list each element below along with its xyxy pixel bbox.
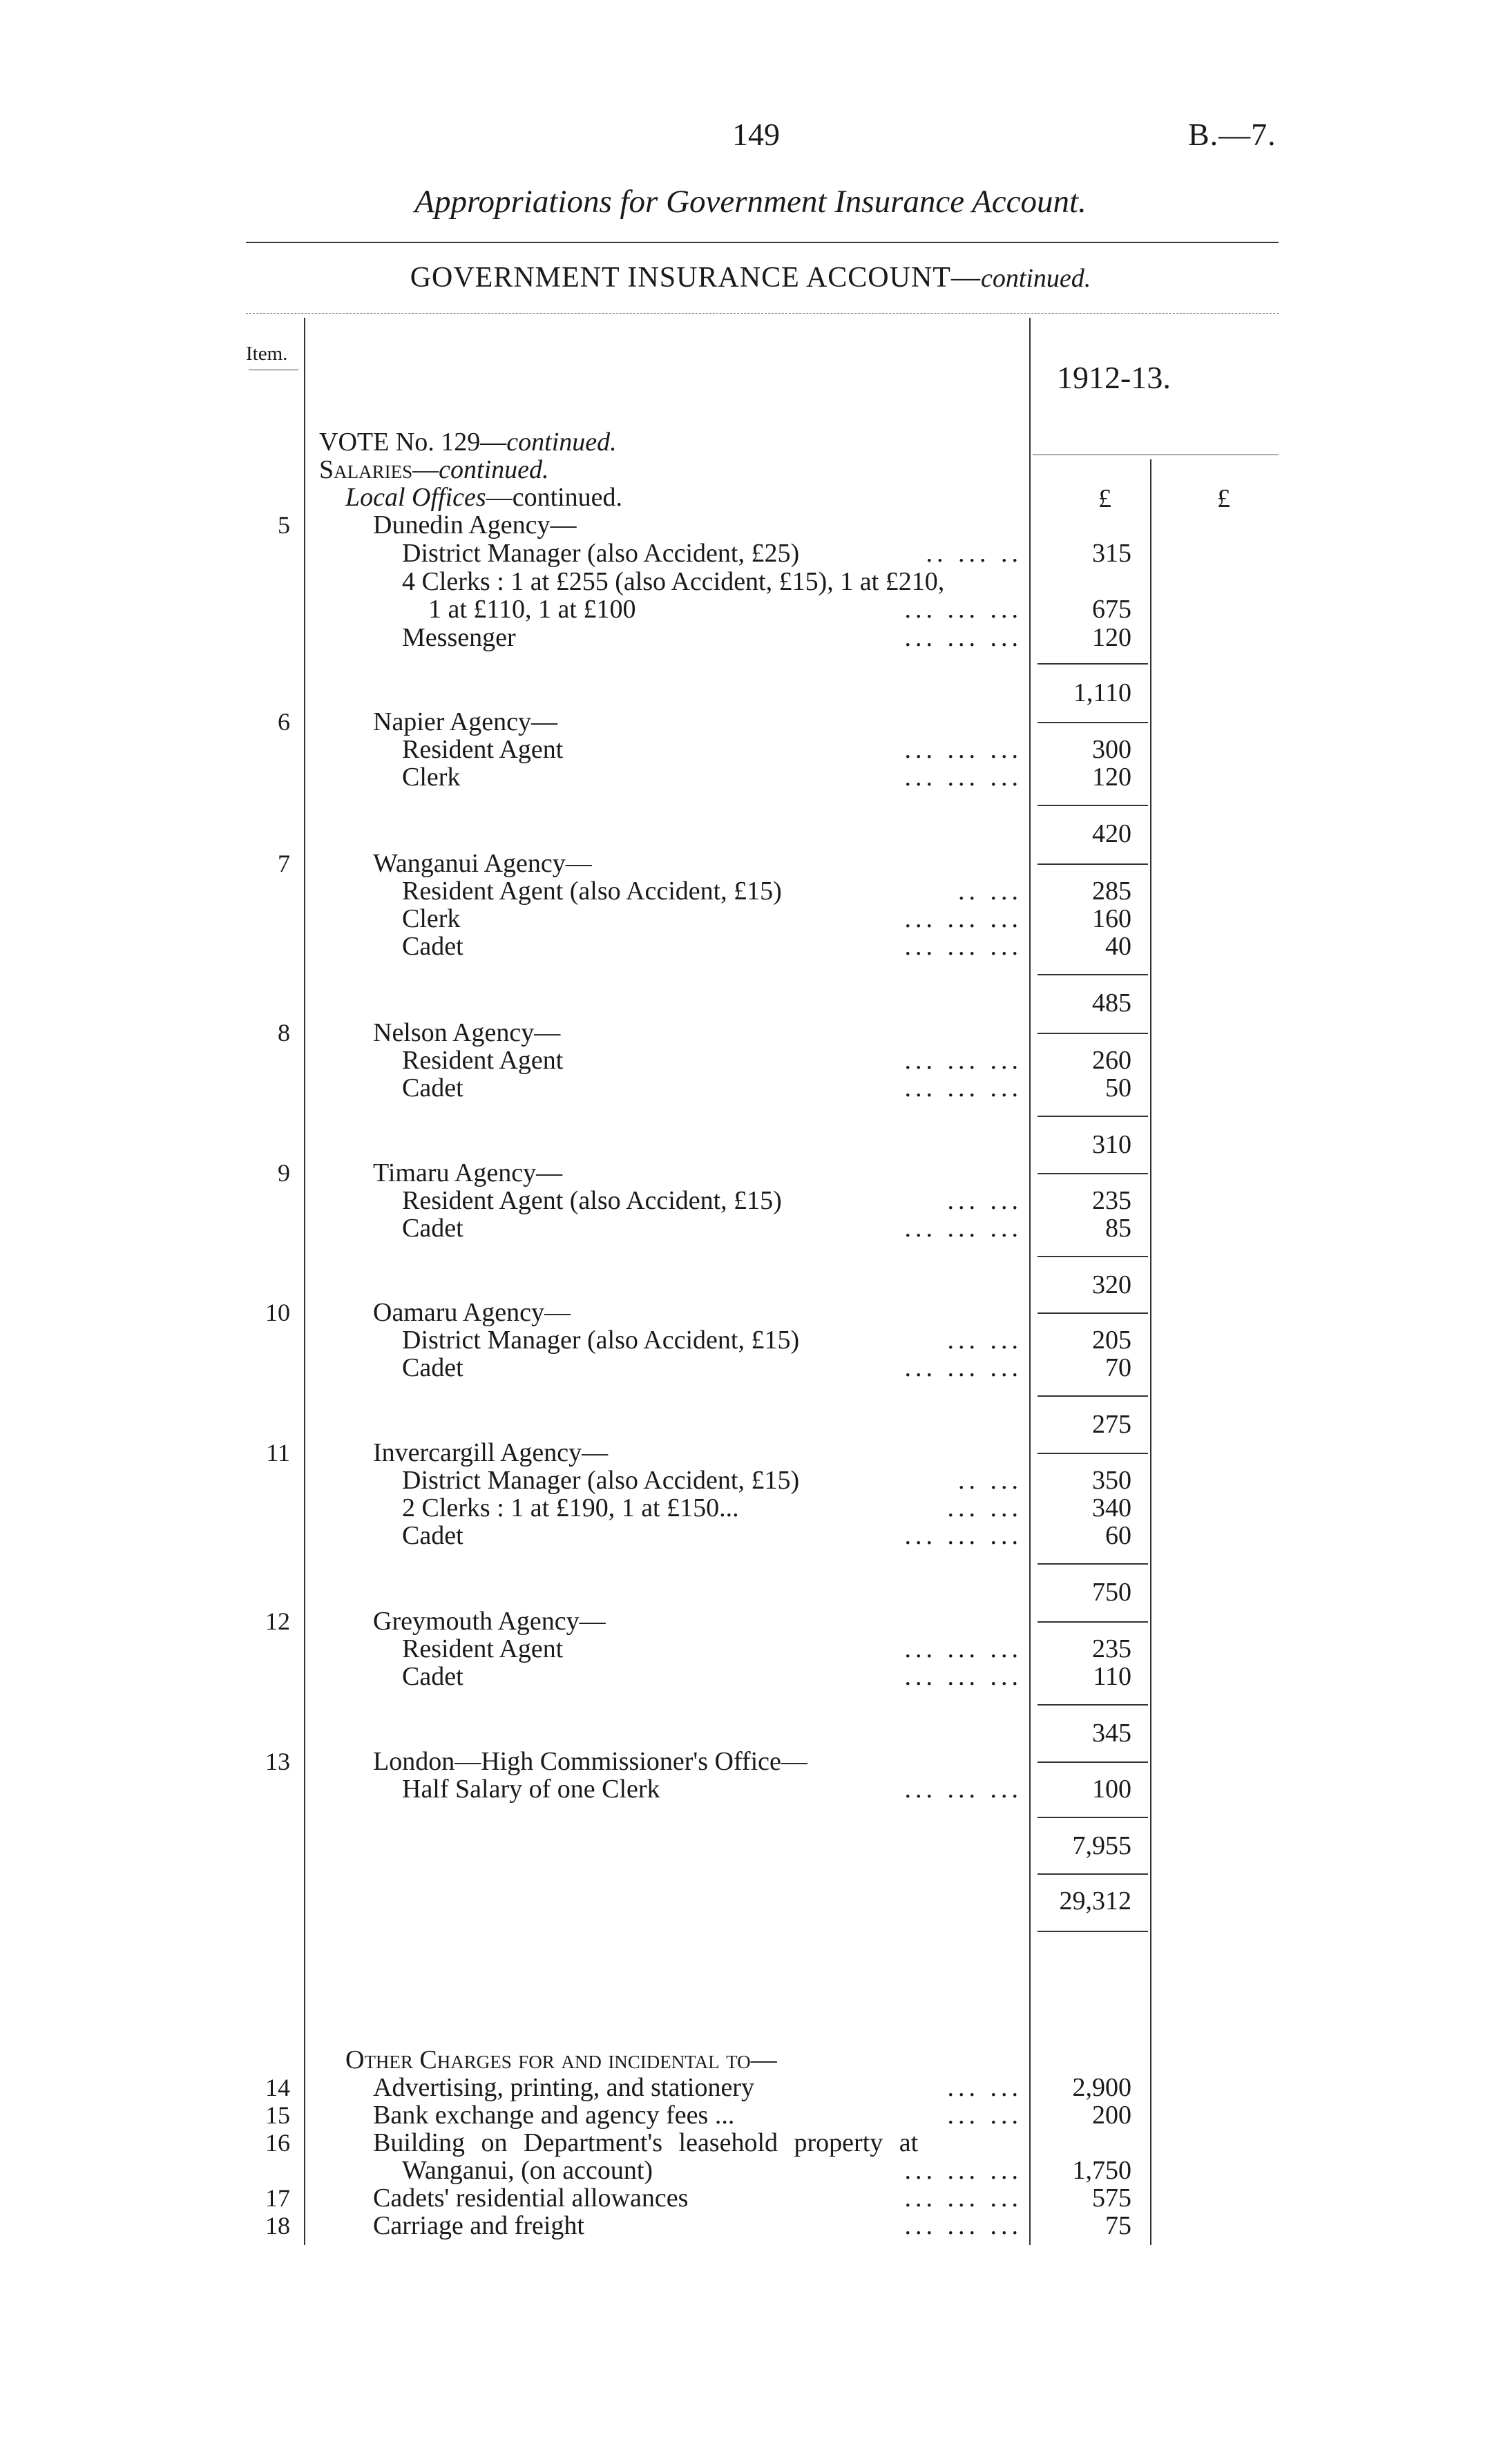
leader-dots: ... ... ...	[904, 1353, 1022, 1382]
leader-dots: ... ... ...	[904, 932, 1022, 961]
line-description: District Manager (also Accident, £25)	[402, 539, 800, 568]
salaries-heading: Salaries—continued.	[319, 455, 549, 484]
subtotal: 1,110	[1073, 678, 1131, 707]
item-number: 9	[278, 1159, 290, 1187]
amount: 85	[1105, 1214, 1131, 1243]
agency-name: Nelson Agency—	[373, 1018, 561, 1047]
item-number: 6	[278, 708, 290, 736]
item-number: 7	[278, 850, 290, 877]
leader-dots: ... ... ...	[904, 1073, 1022, 1102]
subtotal-rule	[1038, 1256, 1148, 1257]
subtotal: 275	[1092, 1410, 1131, 1439]
amount: 70	[1105, 1353, 1131, 1382]
leader-dots: ... ... ...	[904, 763, 1022, 792]
amount: 160	[1092, 904, 1131, 933]
item-number: 16	[265, 2129, 290, 2157]
amount: 315	[1092, 539, 1131, 568]
amount: 285	[1092, 877, 1131, 906]
page-number: 149	[732, 117, 780, 152]
subtotal-rule	[1038, 805, 1148, 806]
amount: 40	[1105, 932, 1131, 961]
leader-dots: .. ...	[958, 1466, 1022, 1495]
item-number: 10	[265, 1299, 290, 1326]
leader-dots: ... ...	[947, 2073, 1022, 2102]
subtotal-rule	[1038, 1563, 1148, 1565]
line-description: District Manager (also Accident, £15)	[402, 1466, 800, 1495]
agency-name: Timaru Agency—	[373, 1158, 563, 1187]
section-title: GOVERNMENT INSURANCE ACCOUNT—continued.	[410, 262, 1091, 294]
charge-description: Carriage and freight	[373, 2211, 584, 2240]
leader-dots: ... ... ...	[904, 595, 1022, 624]
line-description: Cadet	[402, 1073, 463, 1102]
line-description: Resident Agent (also Accident, £15)	[402, 1186, 782, 1215]
line-description: Cadet	[402, 932, 463, 961]
agency-name: Oamaru Agency—	[373, 1298, 571, 1327]
amount: 675	[1092, 595, 1131, 624]
vote-heading: VOTE No. 129—continued.	[319, 428, 617, 457]
charge-description: Building on Department's leasehold property at	[373, 2128, 919, 2157]
header-rule	[246, 313, 1279, 314]
leader-dots: ... ... ...	[904, 2156, 1022, 2185]
leader-dots: ... ...	[947, 1326, 1022, 1355]
pound-sign-column-1: £	[1098, 484, 1111, 513]
local-offices-total: 7,955	[1072, 1831, 1131, 1860]
agency-name: Napier Agency—	[373, 707, 557, 736]
other-charges-heading: Other Charges for and incidental to—	[345, 2045, 777, 2074]
item-number: 17	[265, 2184, 290, 2212]
amount: 200	[1092, 2101, 1131, 2130]
local-offices-heading: Local Offices—continued.	[345, 483, 623, 512]
subtotal: 345	[1092, 1719, 1131, 1748]
subtotal-rule	[1038, 1453, 1148, 1454]
line-description: Clerk	[402, 904, 461, 933]
subtotal: 320	[1092, 1270, 1131, 1299]
line-description: 1 at £110, 1 at £100	[428, 595, 636, 624]
agency-name: Wanganui Agency—	[373, 849, 592, 878]
line-description: Resident Agent (also Accident, £15)	[402, 877, 782, 906]
leader-dots: ... ... ...	[904, 1634, 1022, 1663]
amount: 300	[1092, 735, 1131, 764]
total-rule	[1038, 1931, 1148, 1932]
line-description: Cadet	[402, 1214, 463, 1243]
agency-name: London—High Commissioner's Office—	[373, 1747, 807, 1776]
leader-dots: ... ...	[947, 1186, 1022, 1215]
item-number: 8	[278, 1019, 290, 1047]
line-description: Cadet	[402, 1353, 463, 1382]
line-description: Half Salary of one Clerk	[402, 1775, 660, 1804]
subtotal-rule	[1038, 1033, 1148, 1034]
line-description: Resident Agent	[402, 735, 564, 764]
subtotal: 750	[1092, 1578, 1131, 1607]
charge-description: Bank exchange and agency fees ...	[373, 2101, 735, 2130]
subtotal-rule	[1038, 974, 1148, 975]
subtotal-rule	[1038, 1704, 1148, 1706]
leader-dots: ... ... ...	[904, 2184, 1022, 2213]
item-number: 5	[278, 511, 290, 539]
amount: 100	[1092, 1775, 1131, 1804]
line-description: Messenger	[402, 623, 516, 652]
page-title: Appropriations for Government Insurance Account.	[414, 184, 1087, 220]
item-number: 11	[266, 1439, 290, 1467]
leader-dots: ... ... ...	[904, 1521, 1022, 1550]
subtotal-rule	[1038, 1312, 1148, 1314]
leader-dots: ... ... ...	[904, 1775, 1022, 1804]
item-column-header: Item.	[246, 343, 288, 365]
salaries-total: 29,312	[1059, 1887, 1131, 1916]
leader-dots: .. ...	[958, 877, 1022, 906]
subtotal-rule	[1038, 1761, 1148, 1763]
leader-dots: ... ... ...	[904, 735, 1022, 764]
subtotal-rule	[1038, 1621, 1148, 1623]
line-description: Cadet	[402, 1662, 463, 1691]
subtotal-rule	[1038, 1395, 1148, 1397]
title-rule	[246, 242, 1279, 243]
amount: 120	[1092, 623, 1131, 652]
line-description: Cadet	[402, 1521, 463, 1550]
subtotal-rule	[1038, 1173, 1148, 1174]
amount: 340	[1092, 1493, 1131, 1522]
leader-dots: ... ... ...	[904, 623, 1022, 652]
subtotal: 485	[1092, 989, 1131, 1018]
amount: 50	[1105, 1073, 1131, 1102]
amount: 235	[1092, 1186, 1131, 1215]
leader-dots: ... ... ...	[904, 1046, 1022, 1075]
subtotal-rule	[1038, 1817, 1148, 1818]
line-description: Clerk	[402, 763, 461, 792]
amount: 575	[1092, 2184, 1131, 2213]
item-number: 14	[265, 2074, 290, 2101]
amount-column-divider	[1150, 459, 1151, 2245]
line-description: 4 Clerks : 1 at £255 (also Accident, £15), 1 at £210,	[402, 567, 945, 596]
amount: 1,750	[1072, 2156, 1131, 2185]
amount: 2,900	[1072, 2073, 1131, 2102]
subtotal-rule	[1038, 1873, 1148, 1875]
document-reference: B.—7.	[1188, 117, 1277, 152]
agency-name: Invercargill Agency—	[373, 1438, 609, 1467]
leader-dots: ... ... ...	[904, 1214, 1022, 1243]
amount: 235	[1092, 1634, 1131, 1663]
amount: 205	[1092, 1326, 1131, 1355]
charge-description: Wanganui, (on account)	[402, 2156, 653, 2185]
leader-dots: ... ... ...	[904, 2211, 1022, 2240]
item-column-divider	[304, 318, 305, 2245]
year-column-header: 1912-13.	[1057, 360, 1171, 395]
leader-dots: ... ... ...	[904, 904, 1022, 933]
item-number: 13	[265, 1748, 290, 1775]
subtotal: 420	[1092, 819, 1131, 848]
leader-dots: .. ... ..	[926, 539, 1022, 568]
charge-description: Advertising, printing, and stationery	[373, 2073, 754, 2102]
leader-dots: ... ...	[947, 1493, 1022, 1522]
amount: 260	[1092, 1046, 1131, 1075]
line-description: Resident Agent	[402, 1634, 564, 1663]
line-description: Resident Agent	[402, 1046, 564, 1075]
item-number: 15	[265, 2101, 290, 2129]
subtotal-rule	[1038, 663, 1148, 665]
item-number: 12	[265, 1607, 290, 1635]
agency-name: Dunedin Agency—	[373, 510, 577, 539]
subtotal: 310	[1092, 1130, 1131, 1159]
subtotal-rule	[1038, 863, 1148, 865]
amount: 75	[1105, 2211, 1131, 2240]
amount: 120	[1092, 763, 1131, 792]
line-description: District Manager (also Accident, £15)	[402, 1326, 800, 1355]
line-description: 2 Clerks : 1 at £190, 1 at £150...	[402, 1493, 739, 1522]
leader-dots: ... ...	[947, 2101, 1022, 2130]
pound-sign-column-2: £	[1217, 484, 1230, 513]
subtotal-rule	[1038, 722, 1148, 723]
subtotal-rule	[1038, 1116, 1148, 1117]
item-number: 18	[265, 2212, 290, 2239]
charge-description: Cadets' residential allowances	[373, 2184, 689, 2213]
amount: 110	[1093, 1662, 1131, 1691]
amount: 60	[1105, 1521, 1131, 1550]
leader-dots: ... ... ...	[904, 1662, 1022, 1691]
amount: 350	[1092, 1466, 1131, 1495]
agency-name: Greymouth Agency—	[373, 1607, 606, 1636]
